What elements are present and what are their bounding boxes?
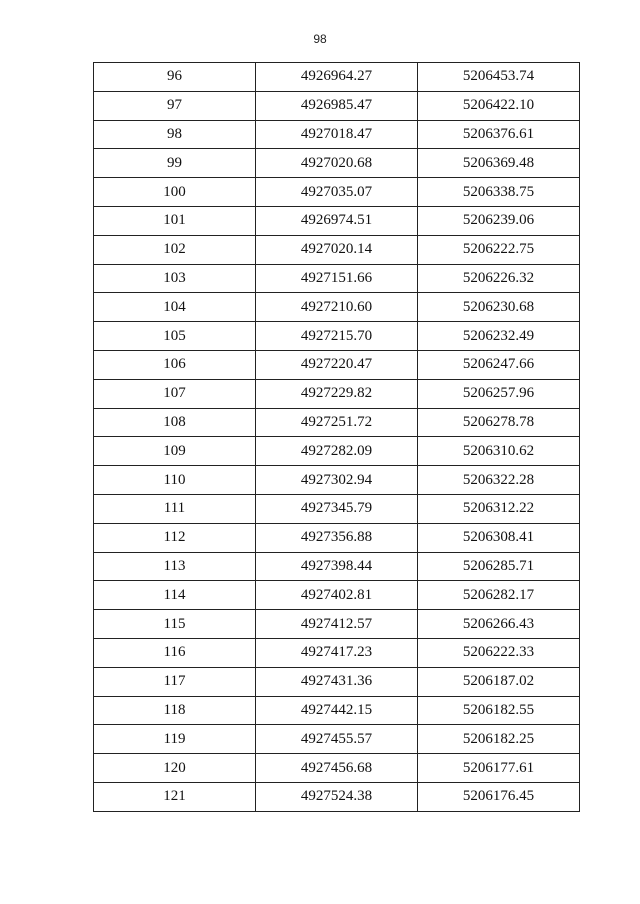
page-number: 98 xyxy=(313,32,327,46)
table-row xyxy=(94,63,580,92)
table-row xyxy=(94,350,580,379)
table-row xyxy=(94,379,580,408)
table-row xyxy=(94,552,580,581)
coordinates-table xyxy=(93,62,580,812)
point-number-cell: 97 xyxy=(94,91,256,120)
table-row xyxy=(94,466,580,495)
x-coordinate-cell: 4927356.88 xyxy=(256,523,418,552)
x-coordinate-cell: 4927412.57 xyxy=(256,610,418,639)
y-coordinate-cell: 5206177.61 xyxy=(418,754,580,783)
y-coordinate-cell: 5206322.28 xyxy=(418,466,580,495)
x-coordinate-cell: 4927020.68 xyxy=(256,149,418,178)
table-row xyxy=(94,437,580,466)
y-coordinate-cell: 5206369.48 xyxy=(418,149,580,178)
point-number-cell: 102 xyxy=(94,235,256,264)
point-number-cell: 115 xyxy=(94,610,256,639)
point-number-cell: 96 xyxy=(94,63,256,92)
x-coordinate-cell: 4927524.38 xyxy=(256,782,418,811)
table-row xyxy=(94,149,580,178)
x-coordinate-cell: 4927282.09 xyxy=(256,437,418,466)
table-row xyxy=(94,91,580,120)
x-coordinate-cell: 4927345.79 xyxy=(256,494,418,523)
y-coordinate-cell: 5206247.66 xyxy=(418,350,580,379)
point-number-cell: 118 xyxy=(94,696,256,725)
point-number-cell: 113 xyxy=(94,552,256,581)
point-number-cell: 116 xyxy=(94,638,256,667)
point-number-cell: 100 xyxy=(94,178,256,207)
x-coordinate-cell: 4926985.47 xyxy=(256,91,418,120)
table-row xyxy=(94,408,580,437)
x-coordinate-cell: 4927417.23 xyxy=(256,638,418,667)
point-number-cell: 107 xyxy=(94,379,256,408)
point-number-cell: 108 xyxy=(94,408,256,437)
y-coordinate-cell: 5206312.22 xyxy=(418,494,580,523)
x-coordinate-cell: 4927456.68 xyxy=(256,754,418,783)
table-row xyxy=(94,754,580,783)
y-coordinate-cell: 5206222.33 xyxy=(418,638,580,667)
table-row xyxy=(94,235,580,264)
x-coordinate-cell: 4927455.57 xyxy=(256,725,418,754)
x-coordinate-cell: 4927251.72 xyxy=(256,408,418,437)
point-number-cell: 119 xyxy=(94,725,256,754)
x-coordinate-cell: 4927220.47 xyxy=(256,350,418,379)
x-coordinate-cell: 4927215.70 xyxy=(256,322,418,351)
point-number-cell: 109 xyxy=(94,437,256,466)
table-row xyxy=(94,178,580,207)
x-coordinate-cell: 4927229.82 xyxy=(256,379,418,408)
table-row xyxy=(94,322,580,351)
point-number-cell: 101 xyxy=(94,206,256,235)
y-coordinate-cell: 5206308.41 xyxy=(418,523,580,552)
x-coordinate-cell: 4927210.60 xyxy=(256,293,418,322)
point-number-cell: 120 xyxy=(94,754,256,783)
table-row xyxy=(94,120,580,149)
y-coordinate-cell: 5206232.49 xyxy=(418,322,580,351)
point-number-cell: 104 xyxy=(94,293,256,322)
point-number-cell: 105 xyxy=(94,322,256,351)
table-row xyxy=(94,696,580,725)
table-row xyxy=(94,610,580,639)
table-row xyxy=(94,782,580,811)
point-number-cell: 114 xyxy=(94,581,256,610)
y-coordinate-cell: 5206282.17 xyxy=(418,581,580,610)
x-coordinate-cell: 4927398.44 xyxy=(256,552,418,581)
coordinates-table-body xyxy=(94,63,580,812)
y-coordinate-cell: 5206422.10 xyxy=(418,91,580,120)
x-coordinate-cell: 4927018.47 xyxy=(256,120,418,149)
x-coordinate-cell: 4927035.07 xyxy=(256,178,418,207)
y-coordinate-cell: 5206266.43 xyxy=(418,610,580,639)
y-coordinate-cell: 5206453.74 xyxy=(418,63,580,92)
table-row xyxy=(94,725,580,754)
x-coordinate-cell: 4927151.66 xyxy=(256,264,418,293)
point-number-cell: 99 xyxy=(94,149,256,178)
x-coordinate-cell: 4927020.14 xyxy=(256,235,418,264)
point-number-cell: 112 xyxy=(94,523,256,552)
y-coordinate-cell: 5206176.45 xyxy=(418,782,580,811)
y-coordinate-cell: 5206230.68 xyxy=(418,293,580,322)
table-row xyxy=(94,494,580,523)
table-row xyxy=(94,667,580,696)
y-coordinate-cell: 5206239.06 xyxy=(418,206,580,235)
y-coordinate-cell: 5206278.78 xyxy=(418,408,580,437)
x-coordinate-cell: 4927431.36 xyxy=(256,667,418,696)
y-coordinate-cell: 5206257.96 xyxy=(418,379,580,408)
point-number-cell: 110 xyxy=(94,466,256,495)
x-coordinate-cell: 4927302.94 xyxy=(256,466,418,495)
y-coordinate-cell: 5206182.55 xyxy=(418,696,580,725)
x-coordinate-cell: 4927442.15 xyxy=(256,696,418,725)
y-coordinate-cell: 5206310.62 xyxy=(418,437,580,466)
point-number-cell: 106 xyxy=(94,350,256,379)
y-coordinate-cell: 5206285.71 xyxy=(418,552,580,581)
table-row xyxy=(94,638,580,667)
table-row xyxy=(94,264,580,293)
point-number-cell: 117 xyxy=(94,667,256,696)
y-coordinate-cell: 5206182.25 xyxy=(418,725,580,754)
table-row xyxy=(94,581,580,610)
point-number-cell: 121 xyxy=(94,782,256,811)
table-row xyxy=(94,206,580,235)
point-number-cell: 111 xyxy=(94,494,256,523)
y-coordinate-cell: 5206338.75 xyxy=(418,178,580,207)
point-number-cell: 98 xyxy=(94,120,256,149)
x-coordinate-cell: 4926974.51 xyxy=(256,206,418,235)
x-coordinate-cell: 4926964.27 xyxy=(256,63,418,92)
y-coordinate-cell: 5206376.61 xyxy=(418,120,580,149)
y-coordinate-cell: 5206226.32 xyxy=(418,264,580,293)
table-row xyxy=(94,523,580,552)
x-coordinate-cell: 4927402.81 xyxy=(256,581,418,610)
point-number-cell: 103 xyxy=(94,264,256,293)
table-row xyxy=(94,293,580,322)
y-coordinate-cell: 5206187.02 xyxy=(418,667,580,696)
y-coordinate-cell: 5206222.75 xyxy=(418,235,580,264)
